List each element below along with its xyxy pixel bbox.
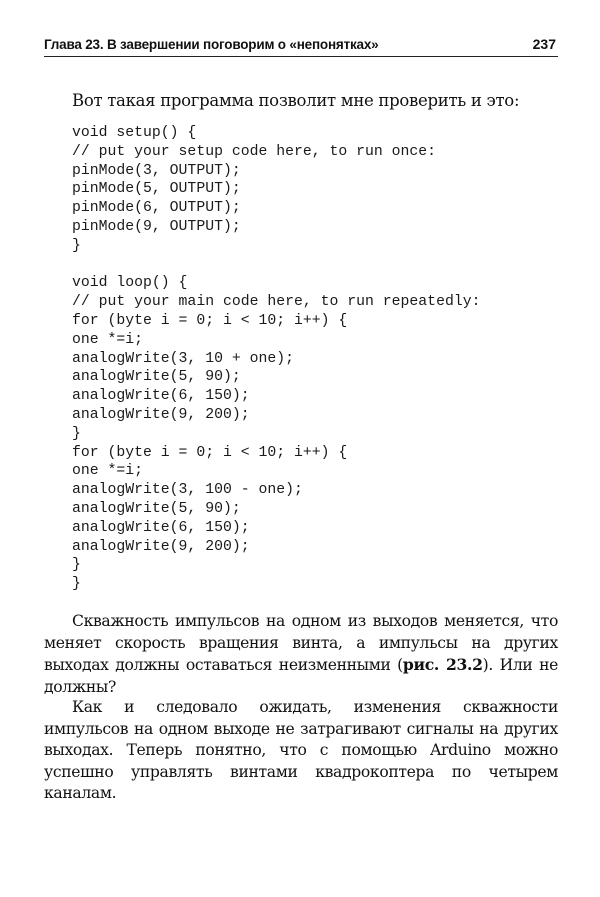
code-line: analogWrite(5, 90); (72, 500, 241, 517)
code-line: pinMode(9, OUTPUT); (72, 218, 241, 235)
code-line: void setup() { (72, 125, 197, 141)
code-listing (72, 124, 480, 594)
code-line: pinMode(5, OUTPUT); (72, 181, 241, 198)
paragraph-text: Скважность импульсов на одном из выходов меняется, что меняет скорость вращения винта, а импульсы на других выходах должны оставаться неизменными ( (44, 612, 558, 674)
code-line: analogWrite(6, 150); (72, 519, 250, 536)
code-line: } (72, 576, 81, 593)
code-line (72, 256, 480, 275)
code-line: } (72, 557, 81, 574)
code-line: for (byte i = 0; i < 10; i++) { (72, 444, 348, 461)
page-number: 237 (532, 36, 556, 52)
code-line: analogWrite(9, 200); (72, 538, 250, 555)
code-line: analogWrite(6, 150); (72, 388, 250, 405)
code-line: analogWrite(9, 200); (72, 406, 250, 423)
code-line: one *=i; (72, 331, 144, 348)
figure-reference: рис. 23.2 (402, 655, 483, 674)
code-line: analogWrite(3, 10 + one); (72, 350, 294, 367)
code-line: } (72, 425, 81, 442)
intro-sentence: Вот такая программа позволит мне проверить и это: (72, 91, 520, 110)
code-line: analogWrite(5, 90); (72, 369, 241, 386)
code-line: one *=i; (72, 463, 144, 480)
code-line: for (byte i = 0; i < 10; i++) { (72, 312, 348, 329)
chapter-title: Глава 23. В завершении поговорим о «непонятках» (44, 37, 379, 52)
paragraph-duty-cycle (44, 611, 558, 698)
paragraph-text: ). Или не должны? (44, 656, 559, 696)
code-line: // put your main code here, to run repeatedly: (72, 294, 481, 311)
running-header (44, 34, 558, 57)
code-line: void loop() { (72, 275, 188, 292)
paragraph-conclusion: Как и следовало ожидать, изменения скважности импульсов на одном выходе не затрагивают сигналы на других выходах. Теперь понятно, что с помощью Arduino можно успешно управлять винтами квадрокоптера по четырем каналам. (44, 698, 558, 802)
code-line: } (72, 237, 81, 254)
code-line: analogWrite(3, 100 - one); (72, 482, 303, 499)
code-line: // put your setup code here, to run once: (72, 143, 437, 160)
code-line: pinMode(3, OUTPUT); (72, 162, 241, 179)
code-line: pinMode(6, OUTPUT); (72, 200, 241, 217)
